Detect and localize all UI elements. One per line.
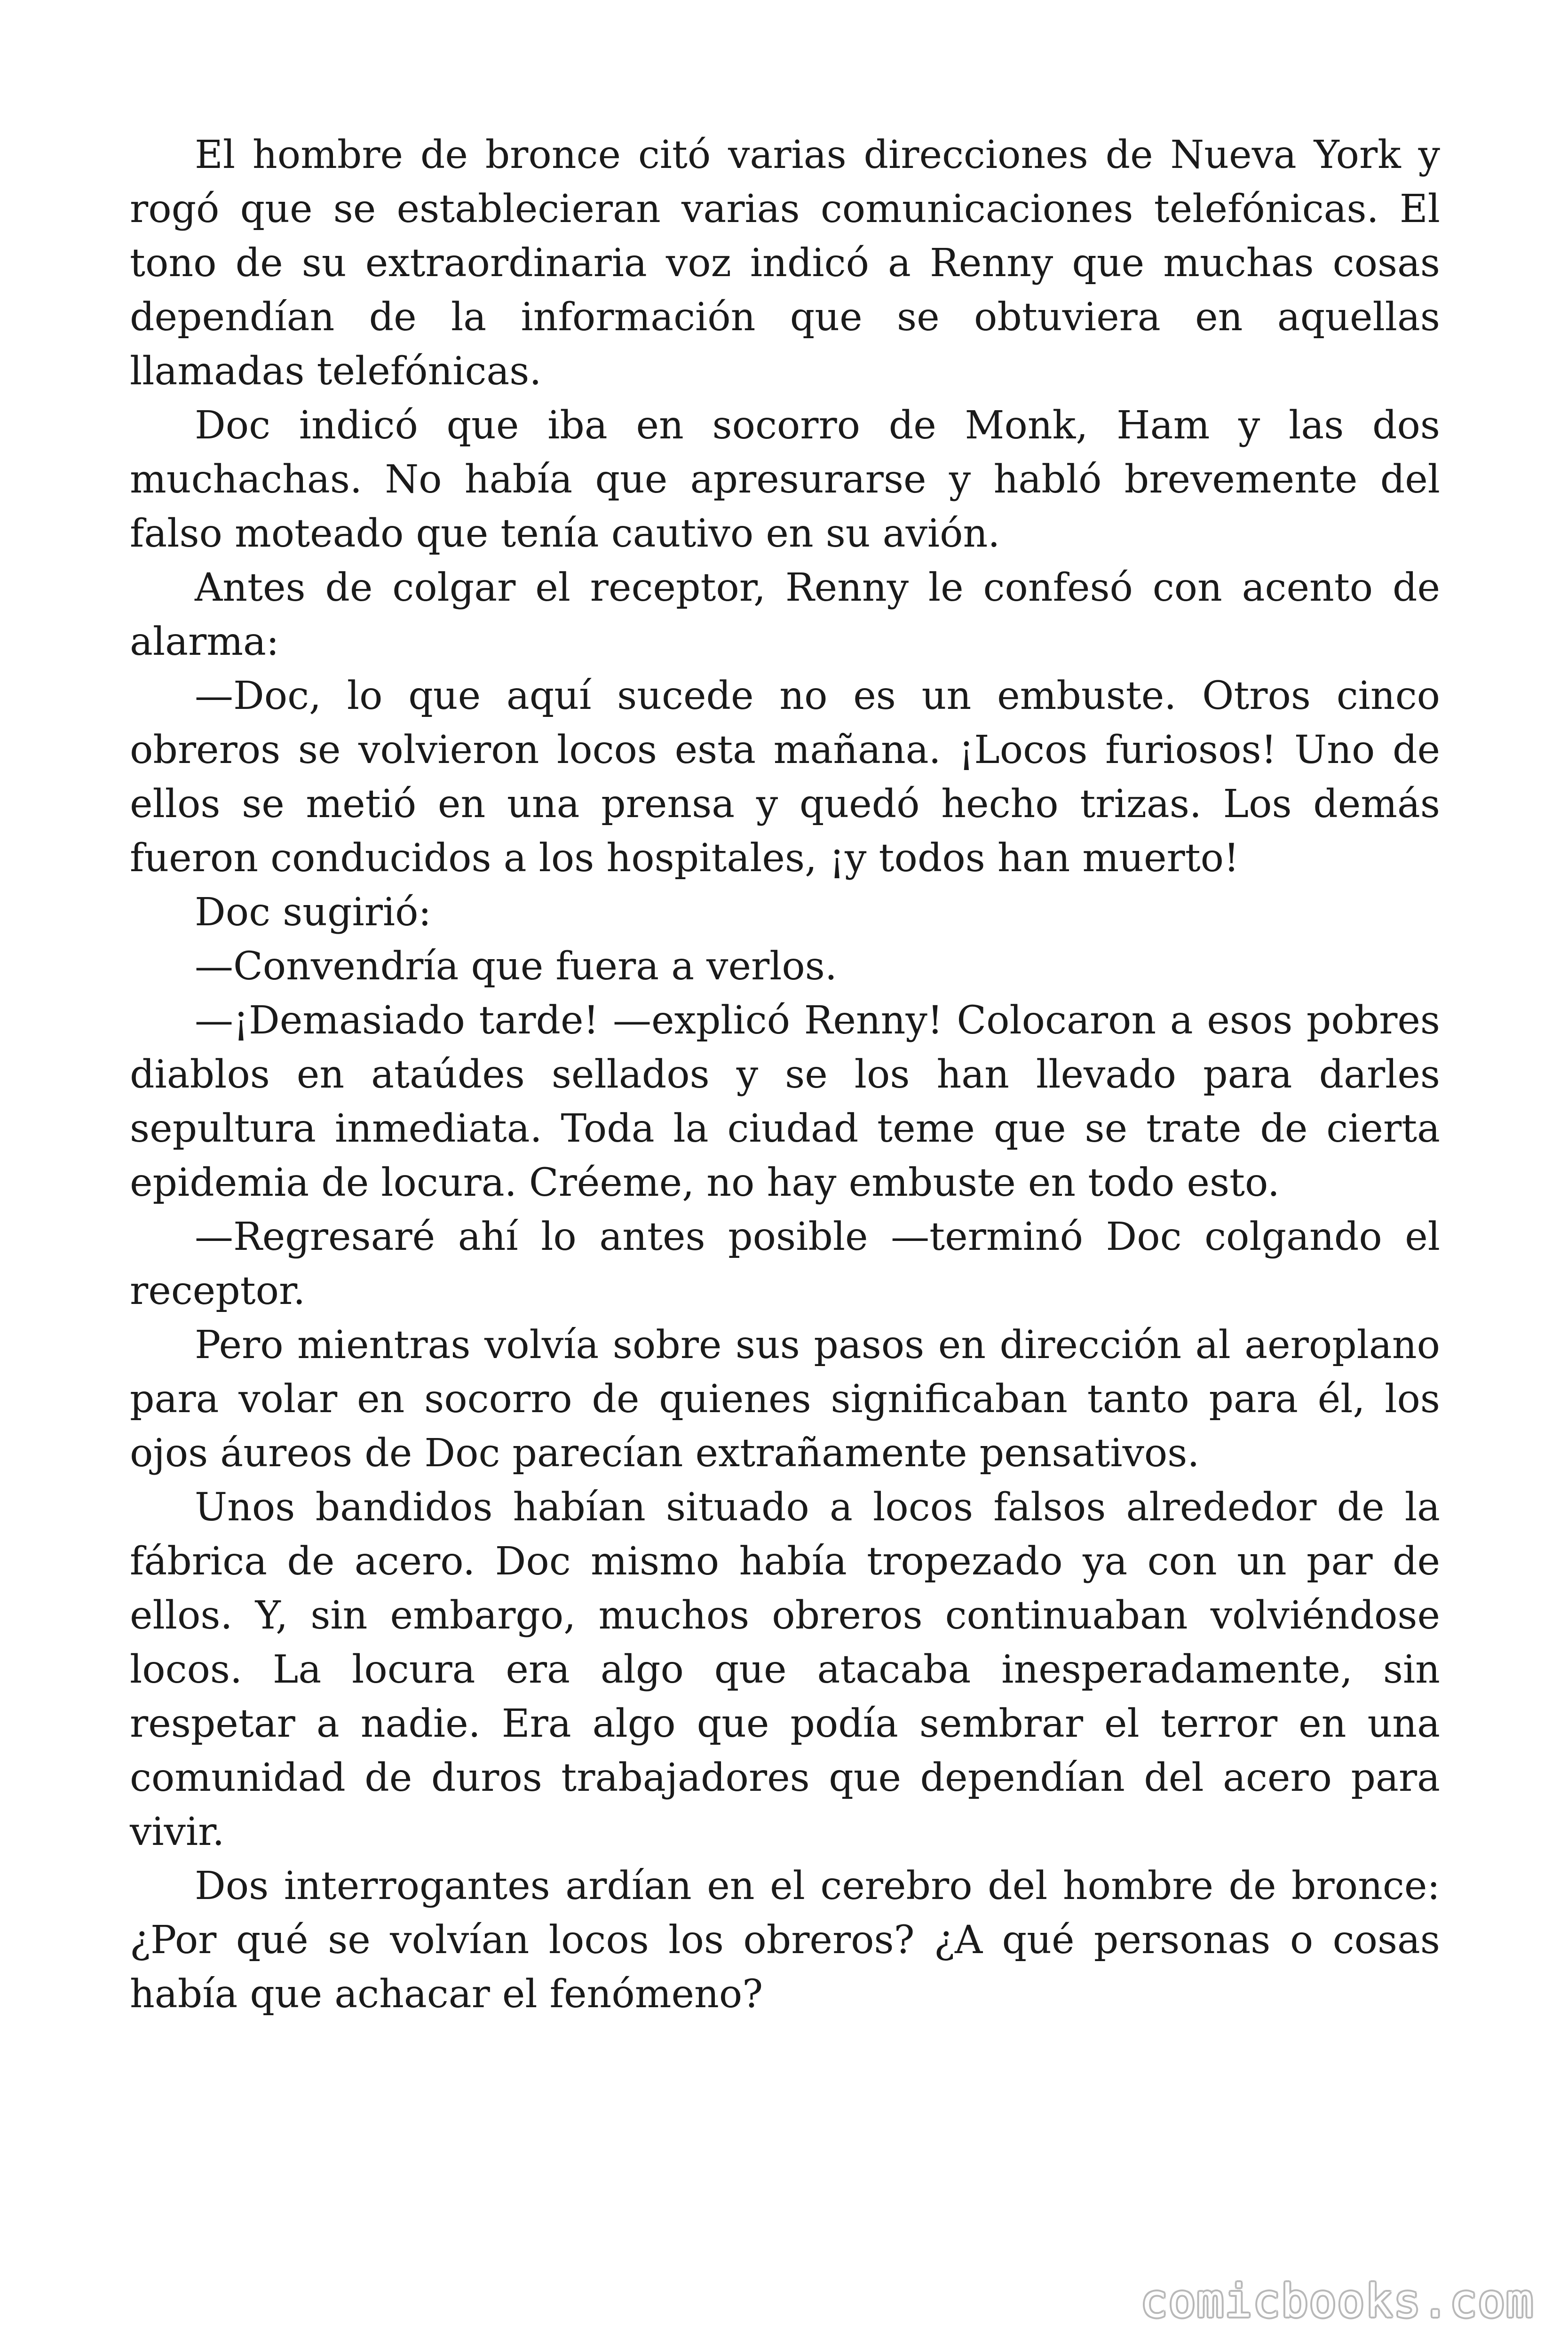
paragraph: —¡Demasiado tarde! —explicó Renny! Colocaron a esos pobres diablos en ataúdes sellados y se los han llevado para darles sepultura inmediata. Toda la ciudad teme que se trate de cierta epidemia de locura. Créeme, no hay embuste en todo esto. (130, 998, 1440, 1205)
paragraph: Dos interrogantes ardían en el cerebro del hombre de bronce: ¿Por qué se volvían locos los obreros? ¿A qué personas o cosas había que achacar el fenómeno? (130, 1864, 1440, 2017)
paragraph: El hombre de bronce citó varias direcciones de Nueva York y rogó que se establecieran varias comunicaciones telefónicas. El tono de su extraordinaria voz indicó a Renny que muchas cosas dependían de la información que se obtuviera en aquellas llamadas telefónicas. (130, 133, 1440, 394)
book-page-text (130, 128, 1440, 2021)
paragraph: —Doc, lo que aquí sucede no es un embuste. Otros cinco obreros se volvieron locos esta mañana. ¡Locos furiosos! Uno de ellos se metió en una prensa y quedó hecho trizas. Los demás fueron conducidos a los hospitales, ¡y todos han muerto! (130, 674, 1440, 881)
paragraph: Antes de colgar el receptor, Renny le confesó con acento de alarma: (130, 565, 1440, 664)
paragraph: —Regresaré ahí lo antes posible —terminó Doc colgando el receptor. (130, 1215, 1440, 1313)
paragraph: Doc indicó que iba en socorro de Monk, Ham y las dos muchachas. No había que apresurarse y habló brevemente del falso moteado que tenía cautivo en su avión. (130, 403, 1440, 556)
paragraph: Unos bandidos habían situado a locos falsos alrededor de la fábrica de acero. Doc mismo había tropezado ya con un par de ellos. Y, sin embargo, muchos obreros continuaban volviéndose locos. La locura era algo que atacaba inesperadamente, sin respetar a nadie. Era algo que podía sembrar el terror en una comunidad de duros trabajadores que dependían del acero para vivir. (130, 1485, 1440, 1854)
watermark: comicbooks.com (1140, 2275, 1534, 2328)
paragraph: Pero mientras volvía sobre sus pasos en dirección al aeroplano para volar en socorro de quienes significaban tanto para él, los ojos áureos de Doc parecían extrañamente pensativos. (130, 1323, 1440, 1476)
paragraph: Doc sugirió: (195, 890, 432, 935)
paragraph: —Convendría que fuera a verlos. (195, 944, 837, 989)
